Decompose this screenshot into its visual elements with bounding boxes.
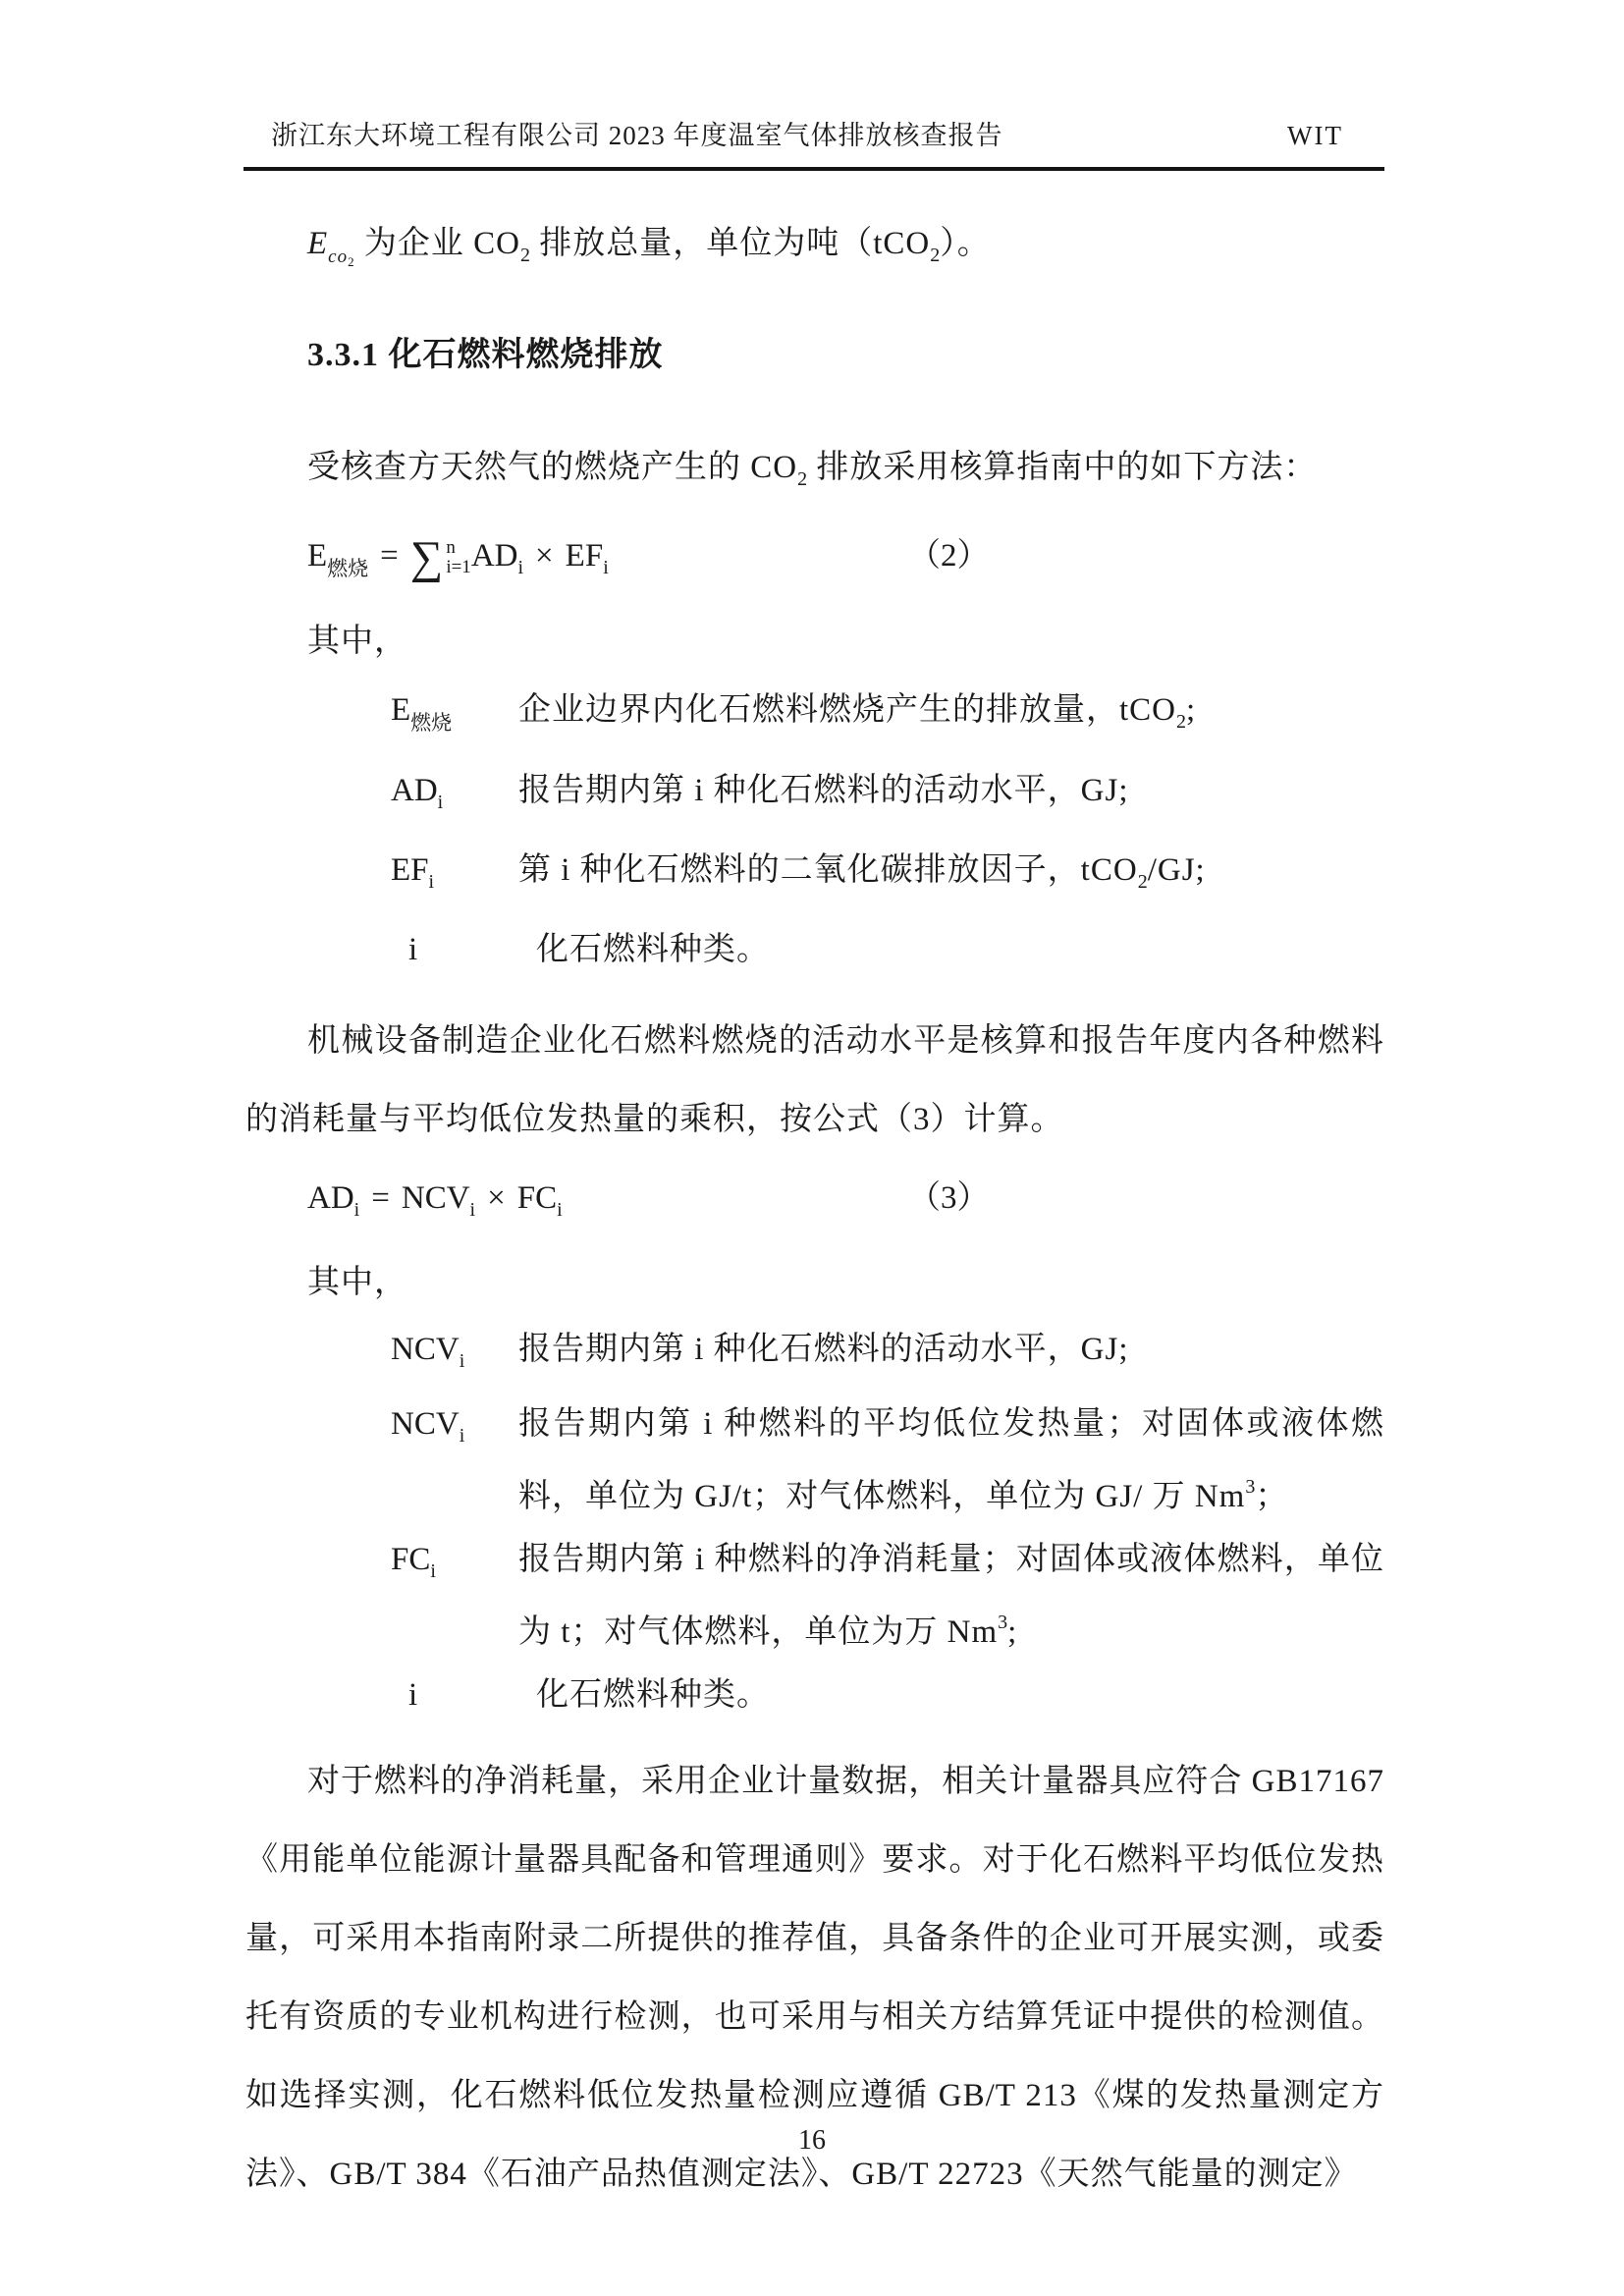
definition-text — [518, 1318, 1384, 1393]
definition-term — [391, 1664, 536, 1726]
equals-sign: = — [380, 538, 399, 574]
definition-text-main: 报告期内第 i 种燃料的平均低位发热量；对固体或液体燃料，单位为 GJ/t；对气体燃料，单位为 GJ/ 万 Nm — [518, 1406, 1384, 1514]
term-base: i — [408, 932, 418, 967]
summation — [409, 531, 471, 583]
definition-term — [391, 1318, 518, 1393]
formula3-term1: NCV — [401, 1180, 470, 1216]
header-title: 浙江东大环境工程有限公司 2023 年度温室气体排放核查报告 — [271, 121, 1003, 150]
definition-term — [391, 677, 518, 757]
times-sign: × — [535, 538, 554, 574]
method-co2-subscript: 2 — [797, 468, 808, 490]
definition-text-main: 第 i 种化石燃料的二氧化碳排放因子，tCO — [518, 852, 1138, 888]
formula2-term1: AD — [470, 538, 518, 574]
definition-text-main: 报告期内第 i 种化石燃料的活动水平，GJ; — [518, 1332, 1129, 1367]
definition-term — [391, 1528, 518, 1664]
formula2-lhs-subscript: 燃烧 — [327, 557, 369, 580]
definition-text-sup: 3 — [1245, 1476, 1256, 1498]
definition-text — [518, 1393, 1384, 1528]
definition-text — [536, 1664, 1384, 1726]
e-co2-subscript: co — [328, 246, 349, 267]
e-co2-symbol: E — [307, 226, 329, 261]
definition-text — [518, 1528, 1384, 1664]
term-base: AD — [391, 773, 438, 808]
term-base: E — [391, 692, 411, 728]
formula2-term2: EF — [565, 538, 604, 574]
formula-fuel-combustion — [245, 519, 1384, 606]
formula3-term2: FC — [516, 1180, 558, 1216]
definition-text-main: 企业边界内化石燃料燃烧产生的排放量，tCO — [518, 692, 1177, 728]
where-label-2: 其中， — [307, 1265, 407, 1300]
intro-text-2: 排放总量，单位为吨（tCO — [529, 226, 931, 261]
definition-term — [391, 757, 518, 837]
definition-text-tail: ； — [1255, 1479, 1289, 1514]
term-base: i — [408, 1677, 418, 1713]
section-heading: 3.3.1 化石燃料燃烧排放 — [307, 337, 664, 373]
definition-text — [518, 837, 1384, 916]
definition-row — [245, 1528, 1384, 1664]
summation-limits — [446, 538, 471, 579]
method-paragraph — [245, 428, 1384, 519]
term-base: EF — [391, 852, 429, 888]
formula2-term1-subscript: i — [517, 557, 524, 578]
definition-row — [245, 1664, 1384, 1726]
term-base: NCV — [391, 1332, 460, 1367]
term-subscript: i — [428, 871, 435, 893]
summation-upper-limit: n — [446, 536, 456, 558]
term-base: FC — [391, 1542, 431, 1577]
equals-sign: = — [371, 1180, 390, 1216]
definition-text-main: 报告期内第 i 种燃料的净消耗量；对固体或液体燃料，单位为 t；对气体燃料，单位为万 Nm — [518, 1542, 1384, 1650]
definition-text-tail: ; — [1007, 1614, 1018, 1650]
intro-paragraph — [245, 204, 1384, 301]
definition-text — [518, 757, 1384, 837]
definition-text-tail: ; — [1186, 692, 1197, 728]
page-content — [245, 204, 1384, 2214]
definition-row — [245, 757, 1384, 837]
intro-text-1: 为企业 CO — [354, 226, 520, 261]
summation-lower-limit: i=1 — [446, 557, 471, 578]
definition-text-main: 报告期内第 i 种化石燃料的活动水平，GJ; — [518, 773, 1129, 808]
formula2-term2-subscript: i — [603, 557, 609, 578]
definition-text-sup: 3 — [998, 1612, 1008, 1633]
definition-text-tail: /GJ; — [1147, 852, 1206, 888]
term-subscript: i — [459, 1425, 465, 1447]
definition-list-2 — [245, 1318, 1384, 1726]
intro-text-3: ）。 — [940, 226, 991, 261]
term-subscript: i — [430, 1560, 436, 1582]
definition-list-1 — [245, 677, 1384, 984]
definition-text-sub: 2 — [1137, 871, 1148, 893]
sigma-symbol: ∑ — [409, 531, 444, 583]
activity-paragraph: 机械设备制造企业化石燃料燃烧的活动水平是核算和报告年度内各种燃料的消耗量与平均低位发热量的乘积，按公式（3）计算。 — [245, 1023, 1384, 1137]
definition-term — [391, 916, 536, 984]
definition-row — [245, 1393, 1384, 1528]
formula2-lhs: E — [307, 538, 328, 574]
measurement-paragraph: 对于燃料的净消耗量，采用企业计量数据，相关计量器具应符合 GB17167《用能单位能源计量器具配备和管理通则》要求。对于化石燃料平均低位发热量，可采用本指南附录二所提供的推荐值，具备条件的企业可开展实测，或委托有资质的专业机构进行检测，也可采用与相关方结算凭证中提供的检测值。如选择实测，化石燃料低位发热量检测应遵循 GB/T 213《煤的发热量测定方法》、GB/T 384《石油产品热值测定法》、GB/T 22723《天然气能量的测定》 — [245, 1764, 1384, 2192]
method-text-1: 受核查方天然气的燃烧产生的 CO — [307, 450, 798, 485]
page-number: 16 — [798, 2125, 826, 2156]
where-label-1: 其中， — [307, 624, 407, 659]
formula3-term2-subscript: i — [557, 1199, 563, 1221]
definition-term — [391, 1393, 518, 1528]
term-subscript: 燃烧 — [410, 711, 453, 735]
co2-subscript: 2 — [519, 245, 530, 266]
method-text-2: 排放采用核算指南中的如下方法： — [807, 450, 1318, 485]
term-subscript: i — [437, 792, 444, 813]
formula2-number: （2） — [908, 538, 990, 574]
definition-row — [245, 837, 1384, 916]
definition-row — [245, 677, 1384, 757]
definition-text — [536, 916, 1384, 984]
header-mark: WIT — [1287, 121, 1343, 150]
times-sign: × — [487, 1180, 506, 1216]
definition-term — [391, 837, 518, 916]
formula3-number: （3） — [908, 1180, 990, 1216]
term-subscript: i — [459, 1350, 465, 1372]
tco2-subscript: 2 — [930, 245, 941, 266]
definition-row — [245, 1318, 1384, 1393]
definition-text-sub: 2 — [1176, 711, 1187, 733]
formula3-lhs-subscript: i — [353, 1199, 360, 1221]
formula3-term1-subscript: i — [469, 1199, 476, 1221]
definition-row — [245, 916, 1384, 984]
e-co2-subsubscript: 2 — [348, 254, 355, 269]
page-header — [244, 116, 1384, 171]
term-base: NCV — [391, 1406, 460, 1442]
formula3-lhs: AD — [307, 1180, 354, 1216]
definition-text-main: 化石燃料种类。 — [536, 1677, 770, 1713]
definition-text — [518, 677, 1384, 757]
formula-activity-level — [245, 1161, 1384, 1247]
definition-text-main: 化石燃料种类。 — [536, 932, 770, 967]
